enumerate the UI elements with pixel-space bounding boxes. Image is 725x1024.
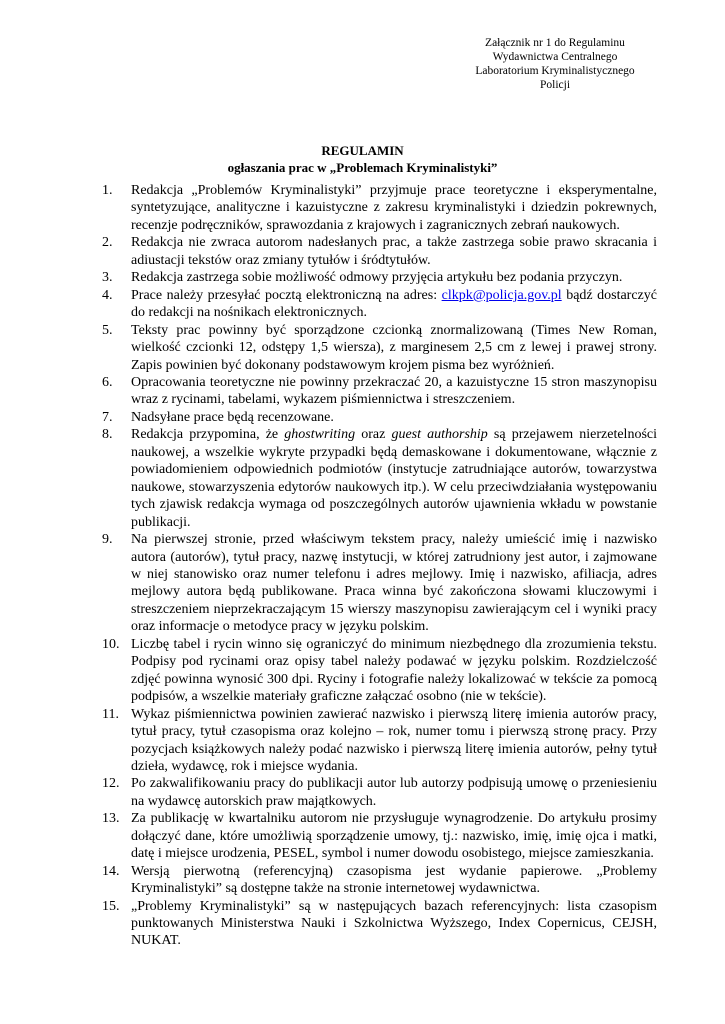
rule-number: 2.: [102, 235, 113, 251]
rule-item: [102, 287, 657, 322]
rule-text-part: Prace należy przesyłać pocztą elektroniczną na adres:: [131, 287, 442, 303]
rule-number: 1.: [102, 183, 113, 198]
rule-item: [102, 426, 657, 531]
document-heading: [0, 142, 725, 176]
rule-item: [102, 863, 657, 898]
document-subtitle: ogłaszania prac w „Problemach Kryminalistyki”: [227, 160, 498, 175]
italic-term: ghostwriting: [284, 427, 356, 443]
rule-number: 12.: [102, 776, 120, 792]
rule-item: [102, 182, 657, 234]
rule-number: 10.: [102, 636, 120, 652]
rule-item: [102, 706, 657, 776]
rule-text: Redakcja nie zwraca autorom nadesłanych prac, a także zastrzega sobie prawo skracania i adiustacji tekstów oraz zmiany tytułów i śródtytułów.: [131, 235, 657, 268]
rule-number: 8.: [102, 427, 113, 443]
rule-text: Nadsyłane prace będą recenzowane.: [131, 409, 334, 425]
rule-text: [131, 288, 657, 320]
rule-text: Liczbę tabel i rycin winno się ograniczyć do minimum niezbędnego dla zrozumienia tekstu. Podpisy pod rycinami oraz opisy tabel należy podawać w języku polskim. Rozdzielczość zdjęć powinna wynosić 300 dpi. Ryciny i fotografie należy lokalizować w tekście za pomocą podpisów, a wszelkie materiały graficzne załączać osobno (nie w tekście).: [131, 636, 657, 705]
email-link[interactable]: clkpk@policja.gov.pl: [441, 287, 562, 303]
rule-number: 15.: [102, 898, 120, 914]
rule-text: Wykaz piśmiennictwa powinien zawierać nazwisko i pierwszą literę imienia autorów pracy, tytuł pracy, tytuł czasopisma oraz kolejno – rok, numer tomu i pierwszą stronę pracy. Przy pozycjach książkowych należy podać nazwisko i pierwszą literę imienia autorów, pełny tytuł dzieła, wydawcę, rok i miejsce wydania.: [131, 706, 657, 774]
rule-item: [102, 636, 657, 706]
rule-text-part: są przejawem nierzetelności naukowej, a wszelkie wykryte przypadki będą demaskowane i dokumentowane, włącznie z powiadomieniem odpowiednich podmiotów (instytucje zatrudniające autorów, towarzystwa naukowe, stowarzyszenia edytorów naukowych itp.). W celu przeciwdziałania występowaniu tych zjawisk redakcja wymaga od poszczególnych autorów ujawnienia wkładu w powstanie publikacji.: [131, 427, 657, 530]
rule-number: 4.: [102, 287, 113, 303]
rule-number: 7.: [102, 409, 113, 425]
rule-number: 14.: [102, 863, 120, 879]
rule-item: [102, 898, 657, 950]
attachment-line: Wydawnictwa Centralnego: [492, 51, 618, 63]
rule-number: 5.: [102, 322, 113, 338]
document-title: REGULAMIN: [321, 143, 404, 158]
rule-text-part: Redakcja przypomina, że: [131, 427, 285, 443]
rule-item: [102, 775, 657, 810]
rule-text: „Problemy Kryminalistyki” są w następujących bazach referencyjnych: lista czasopism punktowanych Ministerstwa Nauki i Szkolnictwa Wyższego, Index Copernicus, CEJSH, NUKAT.: [131, 898, 657, 949]
rule-text: Redakcja „Problemów Kryminalistyki” przyjmuje prace teoretyczne i eksperymentalne, syntetyzujące, analityczne i kazuistyczne z zakresu kryminalistyki i dziedzin pokrewnych, recenzje podręczników, sprawozdania z krajowych i zagranicznych zebrań naukowych.: [131, 183, 657, 233]
attachment-line: Policji: [539, 79, 571, 91]
rule-number: 11.: [102, 706, 119, 722]
rule-text-part: bądź dostarczyć do redakcji na nośnikach elektronicznych.: [131, 287, 657, 321]
rule-text: Opracowania teoretyczne nie powinny przekraczać 20, a kazuistyczne 15 stron maszynopisu wraz z rycinami, tabelami, wykazem piśmiennictwa i streszczeniem.: [131, 374, 657, 408]
rules-list: [0, 182, 725, 950]
rule-number: 6.: [102, 374, 113, 390]
rule-text: [131, 427, 657, 529]
rule-text: Teksty prac powinny być sporządzone czcionką znormalizowaną (Times New Roman, wielkość czcionki 12, odstępy 1,5 wiersza), z marginesem 2,5 cm z lewej i prawej strony. Zapis powinien być dokonany podstawowym krojem pisma bez wyróżnień.: [131, 322, 657, 373]
rule-item: [102, 374, 657, 409]
rule-item: [102, 810, 657, 862]
rule-text: Po zakwalifikowaniu pracy do publikacji autor lub autorzy podpisują umowę o przeniesieniu na wydawcę autorskich praw majątkowych.: [131, 776, 657, 809]
attachment-line: Załącznik nr 1 do Regulaminu: [485, 37, 625, 49]
rule-item: [102, 322, 657, 374]
italic-term: guest authorship: [391, 427, 488, 443]
attachment-line: Laboratorium Kryminalistycznego: [475, 65, 635, 77]
rule-number: 9.: [102, 532, 113, 548]
attachment-note: [455, 36, 655, 92]
rule-text: Za publikację w kwartalniku autorom nie przysługuje wynagrodzenie. Do artykułu prosimy dołączyć dane, które umożliwią sporządzenie umowy, tj.: nazwisko, imię, imię ojca i matki, datę i miejsce urodzenia, PESEL, symbol i numer dowodu osobistego, miejsce zamieszkania.: [131, 811, 657, 862]
rule-text: Wersją pierwotną (referencyjną) czasopisma jest wydanie papierowe. „Problemy Kryminalistyki” są dostępne także na stronie internetowej wydawnictwa.: [131, 863, 657, 897]
rule-number: 3.: [102, 270, 113, 286]
rule-number: 13.: [102, 811, 120, 827]
rule-text-part: oraz: [355, 427, 392, 443]
rule-text: Redakcja zastrzega sobie możliwość odmowy przyjęcia artykułu bez podania przyczyn.: [131, 270, 623, 286]
rule-item: [102, 409, 657, 426]
rule-text: Na pierwszej stronie, przed właściwym tekstem pracy, należy umieścić imię i nazwisko autora (autorów), tytuł pracy, nazwę instytucji, w której zatrudniony jest autor, i zajmowane w niej stanowisko oraz numer telefonu i adres mejlowy. Imię i nazwisko, afiliacja, adres mejlowy autora będą publikowane. Praca winna być zakończona słowami kluczowymi i streszczeniem nieprzekraczającym 15 wierszy maszynopisu zawierającym cel i wyniki pracy oraz informacje o metodyce pracy w języku polskim.: [131, 532, 657, 635]
rule-item: [102, 234, 657, 269]
rule-item: [102, 269, 657, 286]
rule-item: [102, 531, 657, 636]
